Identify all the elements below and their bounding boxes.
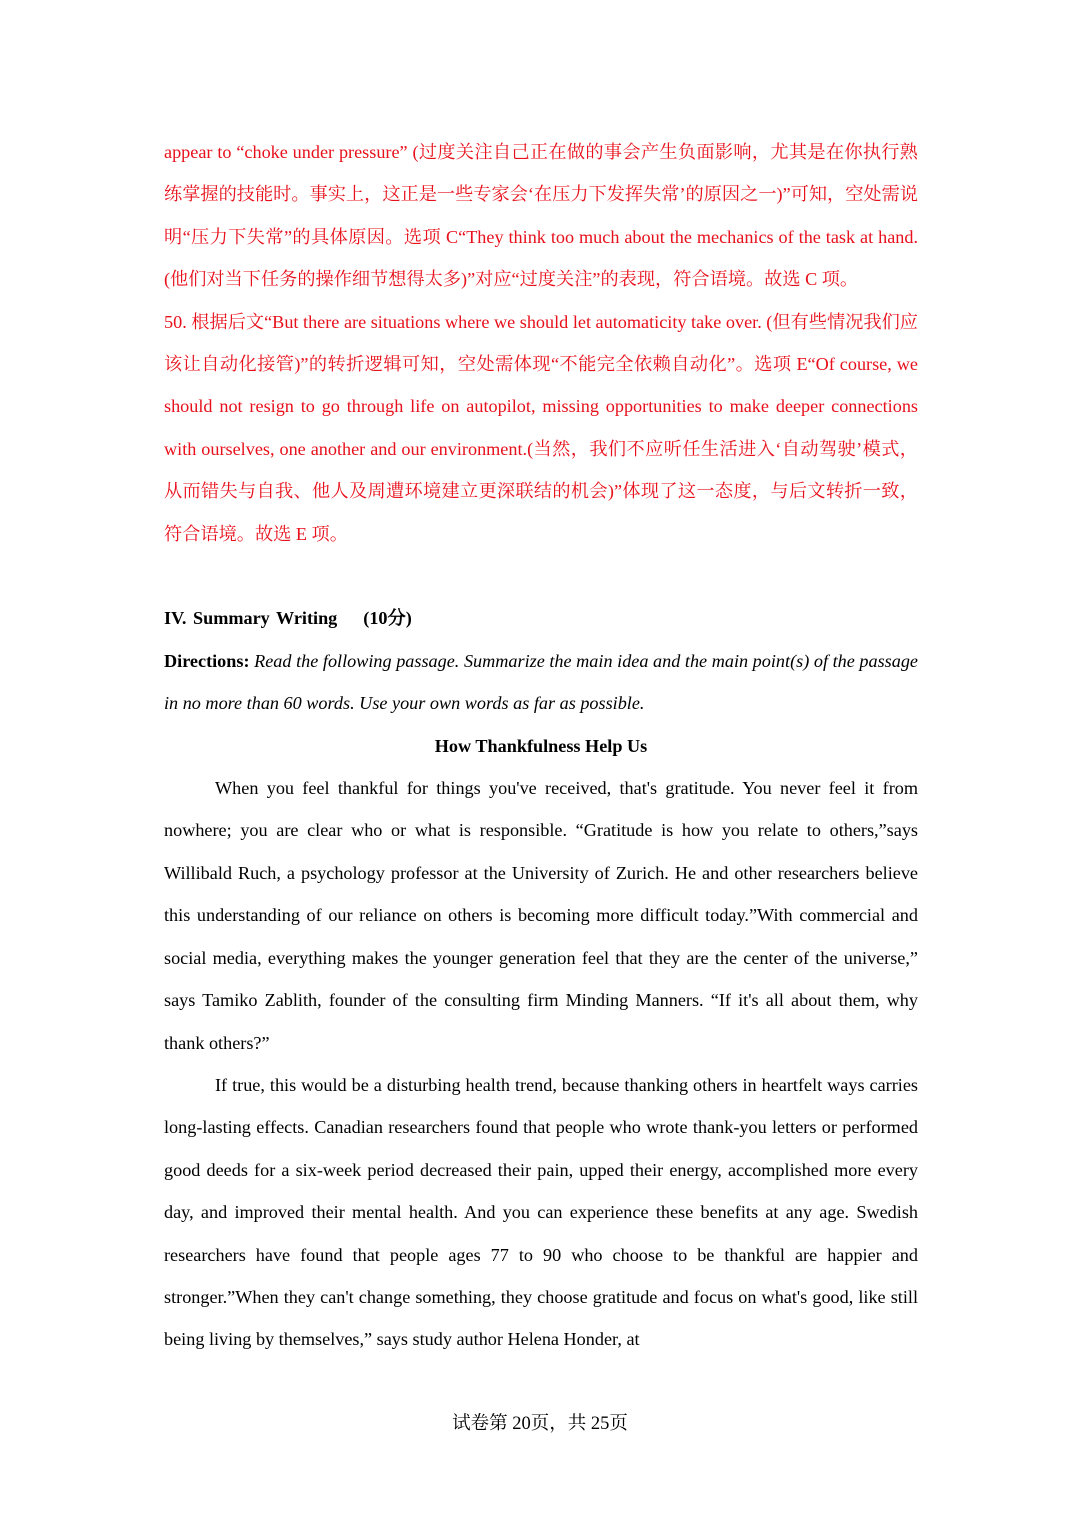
directions-text: Read the following passage. Summarize the main idea and the main point(s) of the passage in no more than 60 words. Use your own words as far as possible.	[164, 650, 918, 714]
section-title: IV. Summary Writing	[164, 608, 338, 629]
page-content	[164, 131, 918, 1361]
passage-paragraph-1: When you feel thankful for things you've received, that's gratitude. You never feel it from nowhere; you are clear who or what is responsible. “Gratitude is how you relate to others,”says Willibald Ruch, a psychology professor at the University of Zurich. He and other researchers believe this understanding of our reliance on others is becoming more difficult today.”With commercial and social media, everything makes the younger generation feel that they are the center of the universe,” says Tamiko Zablith, founder of the consulting firm Minding Manners. “If it's all about them, why thank others?”	[164, 778, 918, 1053]
section-heading	[164, 597, 918, 639]
directions	[164, 640, 918, 725]
section-points: (10分)	[363, 608, 412, 629]
directions-label: Directions:	[164, 650, 250, 671]
answer-49-explanation-tail: appear to “choke under pressure” (过度关注自己正在做的事会产生负面影响，尤其是在你执行熟练掌握的技能时。事实上，这正是一些专家会‘在压力下发挥失常’的原因之一)”可知，空处需说明“压力下失常”的具体原因。选项 C“They think too much about the mechanics of the task at hand. (他们对当下任务的操作细节想得太多)”对应“过度关注”的表现，符合语境。故选 C 项。	[164, 142, 918, 290]
page-footer: 试卷第 20页，共 25页	[452, 1414, 628, 1434]
section-spacer	[164, 555, 918, 597]
answer-50-explanation: 50. 根据后文“But there are situations where we should let automaticity take over. (但有些情况我们应该让自动化接管)”的转折逻辑可知，空处需体现“不能完全依赖自动化”。选项 E“Of course, we should not resign to go through life on autopilot, missing opportunities to make deeper connections with ourselves, one another and our environment.(当然，我们不应听任生活进入‘自动驾驶’模式，从而错失与自我、他人及周遭环境建立更深联结的机会)”体现了这一态度，与后文转折一致，符合语境。故选 E 项。	[164, 311, 918, 544]
passage-paragraph-2: If true, this would be a disturbing health trend, because thanking others in heartfelt ways carries long-lasting effects. Canadian researchers found that people who wrote thank-you letters or performed good deeds for a six-week period decreased their pain, upped their energy, accomplished more every day, and improved their mental health. And you can experience these benefits at any age. Swedish researchers have found that people ages 77 to 90 who choose to be thankful are happier and stronger.”When they can't change something, they choose gratitude and focus on what's good, like still being living by themselves,” says study author Helena Honder, at	[164, 1074, 918, 1350]
passage-title: How Thankfulness Help Us	[434, 735, 648, 756]
